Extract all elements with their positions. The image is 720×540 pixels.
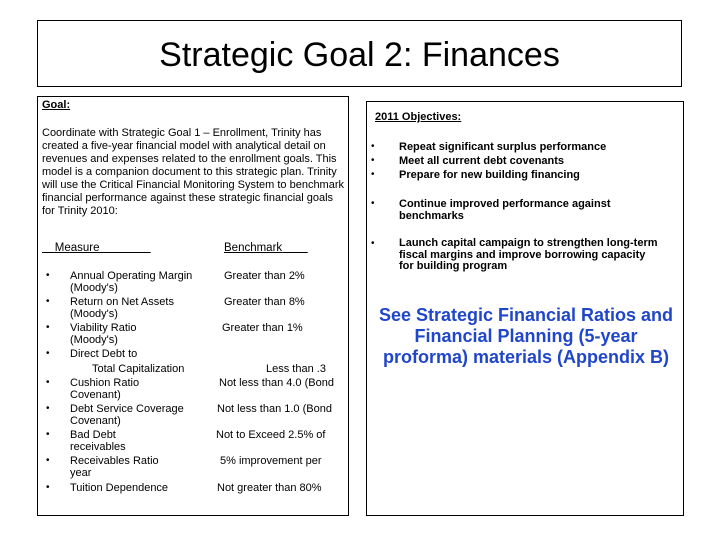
bullet-icon: • xyxy=(46,429,50,440)
benchmark-cell: Greater than 8% xyxy=(224,296,305,308)
measure-cell: Viability Ratio (Moody's) xyxy=(70,322,137,346)
bullet-icon: • xyxy=(371,198,375,209)
bullet-icon: • xyxy=(371,141,375,152)
benchmark-cell: Not greater than 80% xyxy=(217,482,322,494)
benchmark-cell: Less than .3 xyxy=(266,363,326,375)
bullet-icon: • xyxy=(46,270,50,281)
objective-item: Launch capital campaign to strengthen long-term fiscal margins and improve borrowing capacity for building program xyxy=(399,237,658,272)
goal-panel xyxy=(37,96,349,516)
bullet-icon: • xyxy=(46,322,50,333)
objective-item: Continue improved performance against benchmarks xyxy=(399,198,611,222)
benchmark-cell: Not less than 4.0 (Bond xyxy=(219,377,334,389)
bullet-icon: • xyxy=(46,482,50,493)
measure-header: Measure xyxy=(54,242,100,254)
measure-cell: Return on Net Assets (Moody's) xyxy=(70,296,174,320)
bullet-icon: • xyxy=(46,455,50,466)
objectives-label: 2011 Objectives: xyxy=(375,111,462,123)
measure-cell: Debt Service Coverage Covenant) xyxy=(70,403,184,427)
measure-cell: Direct Debt to xyxy=(70,348,138,360)
goal-label: Goal: xyxy=(42,99,71,111)
benchmark-cell: Not less than 1.0 (Bond xyxy=(217,403,332,415)
objectives-panel xyxy=(366,101,684,516)
measure-cell: Cushion Ratio Covenant) xyxy=(70,377,140,401)
measure-cell-continued: Total Capitalization xyxy=(92,363,185,375)
bullet-icon: • xyxy=(46,403,50,414)
measure-cell: Annual Operating Margin (Moody's) xyxy=(70,270,193,294)
objective-item: Meet all current debt covenants xyxy=(399,155,565,167)
goal-description: Coordinate with Strategic Goal 1 – Enrollment, Trinity has created a five-year financial model with analytical detail on revenues and expenses related to the enrollment goals. This model is a companion document to this strategic plan. Trinity will use the Critical Financial Monitoring System to benchmark financial performance against these strategic financial goals for Trinity 2010: xyxy=(42,127,345,217)
page-title: Strategic Goal 2: Finances xyxy=(159,36,560,74)
benchmark-cell: 5% improvement per xyxy=(220,455,322,467)
measure-cell: Receivables Ratio year xyxy=(70,455,159,479)
bullet-icon: • xyxy=(46,296,50,307)
bullet-icon: • xyxy=(46,377,50,388)
bullet-icon: • xyxy=(46,348,50,359)
title-box xyxy=(37,20,682,87)
bullet-icon: • xyxy=(371,155,375,166)
benchmark-cell: Greater than 1% xyxy=(222,322,303,334)
benchmark-cell: Not to Exceed 2.5% of xyxy=(216,429,326,441)
benchmark-header: Benchmark xyxy=(224,242,283,254)
bullet-icon: • xyxy=(371,169,375,180)
measure-cell: Tuition Dependence xyxy=(70,482,169,494)
benchmark-cell: Greater than 2% xyxy=(224,270,305,282)
appendix-note: See Strategic Financial Ratios and Financial Planning (5-year proforma) materials (Appendix B) xyxy=(378,305,674,367)
measure-cell: Bad Debt receivables xyxy=(70,429,126,453)
objective-item: Repeat significant surplus performance xyxy=(399,141,607,153)
objective-item: Prepare for new building financing xyxy=(399,169,580,181)
bullet-icon: • xyxy=(371,238,375,249)
